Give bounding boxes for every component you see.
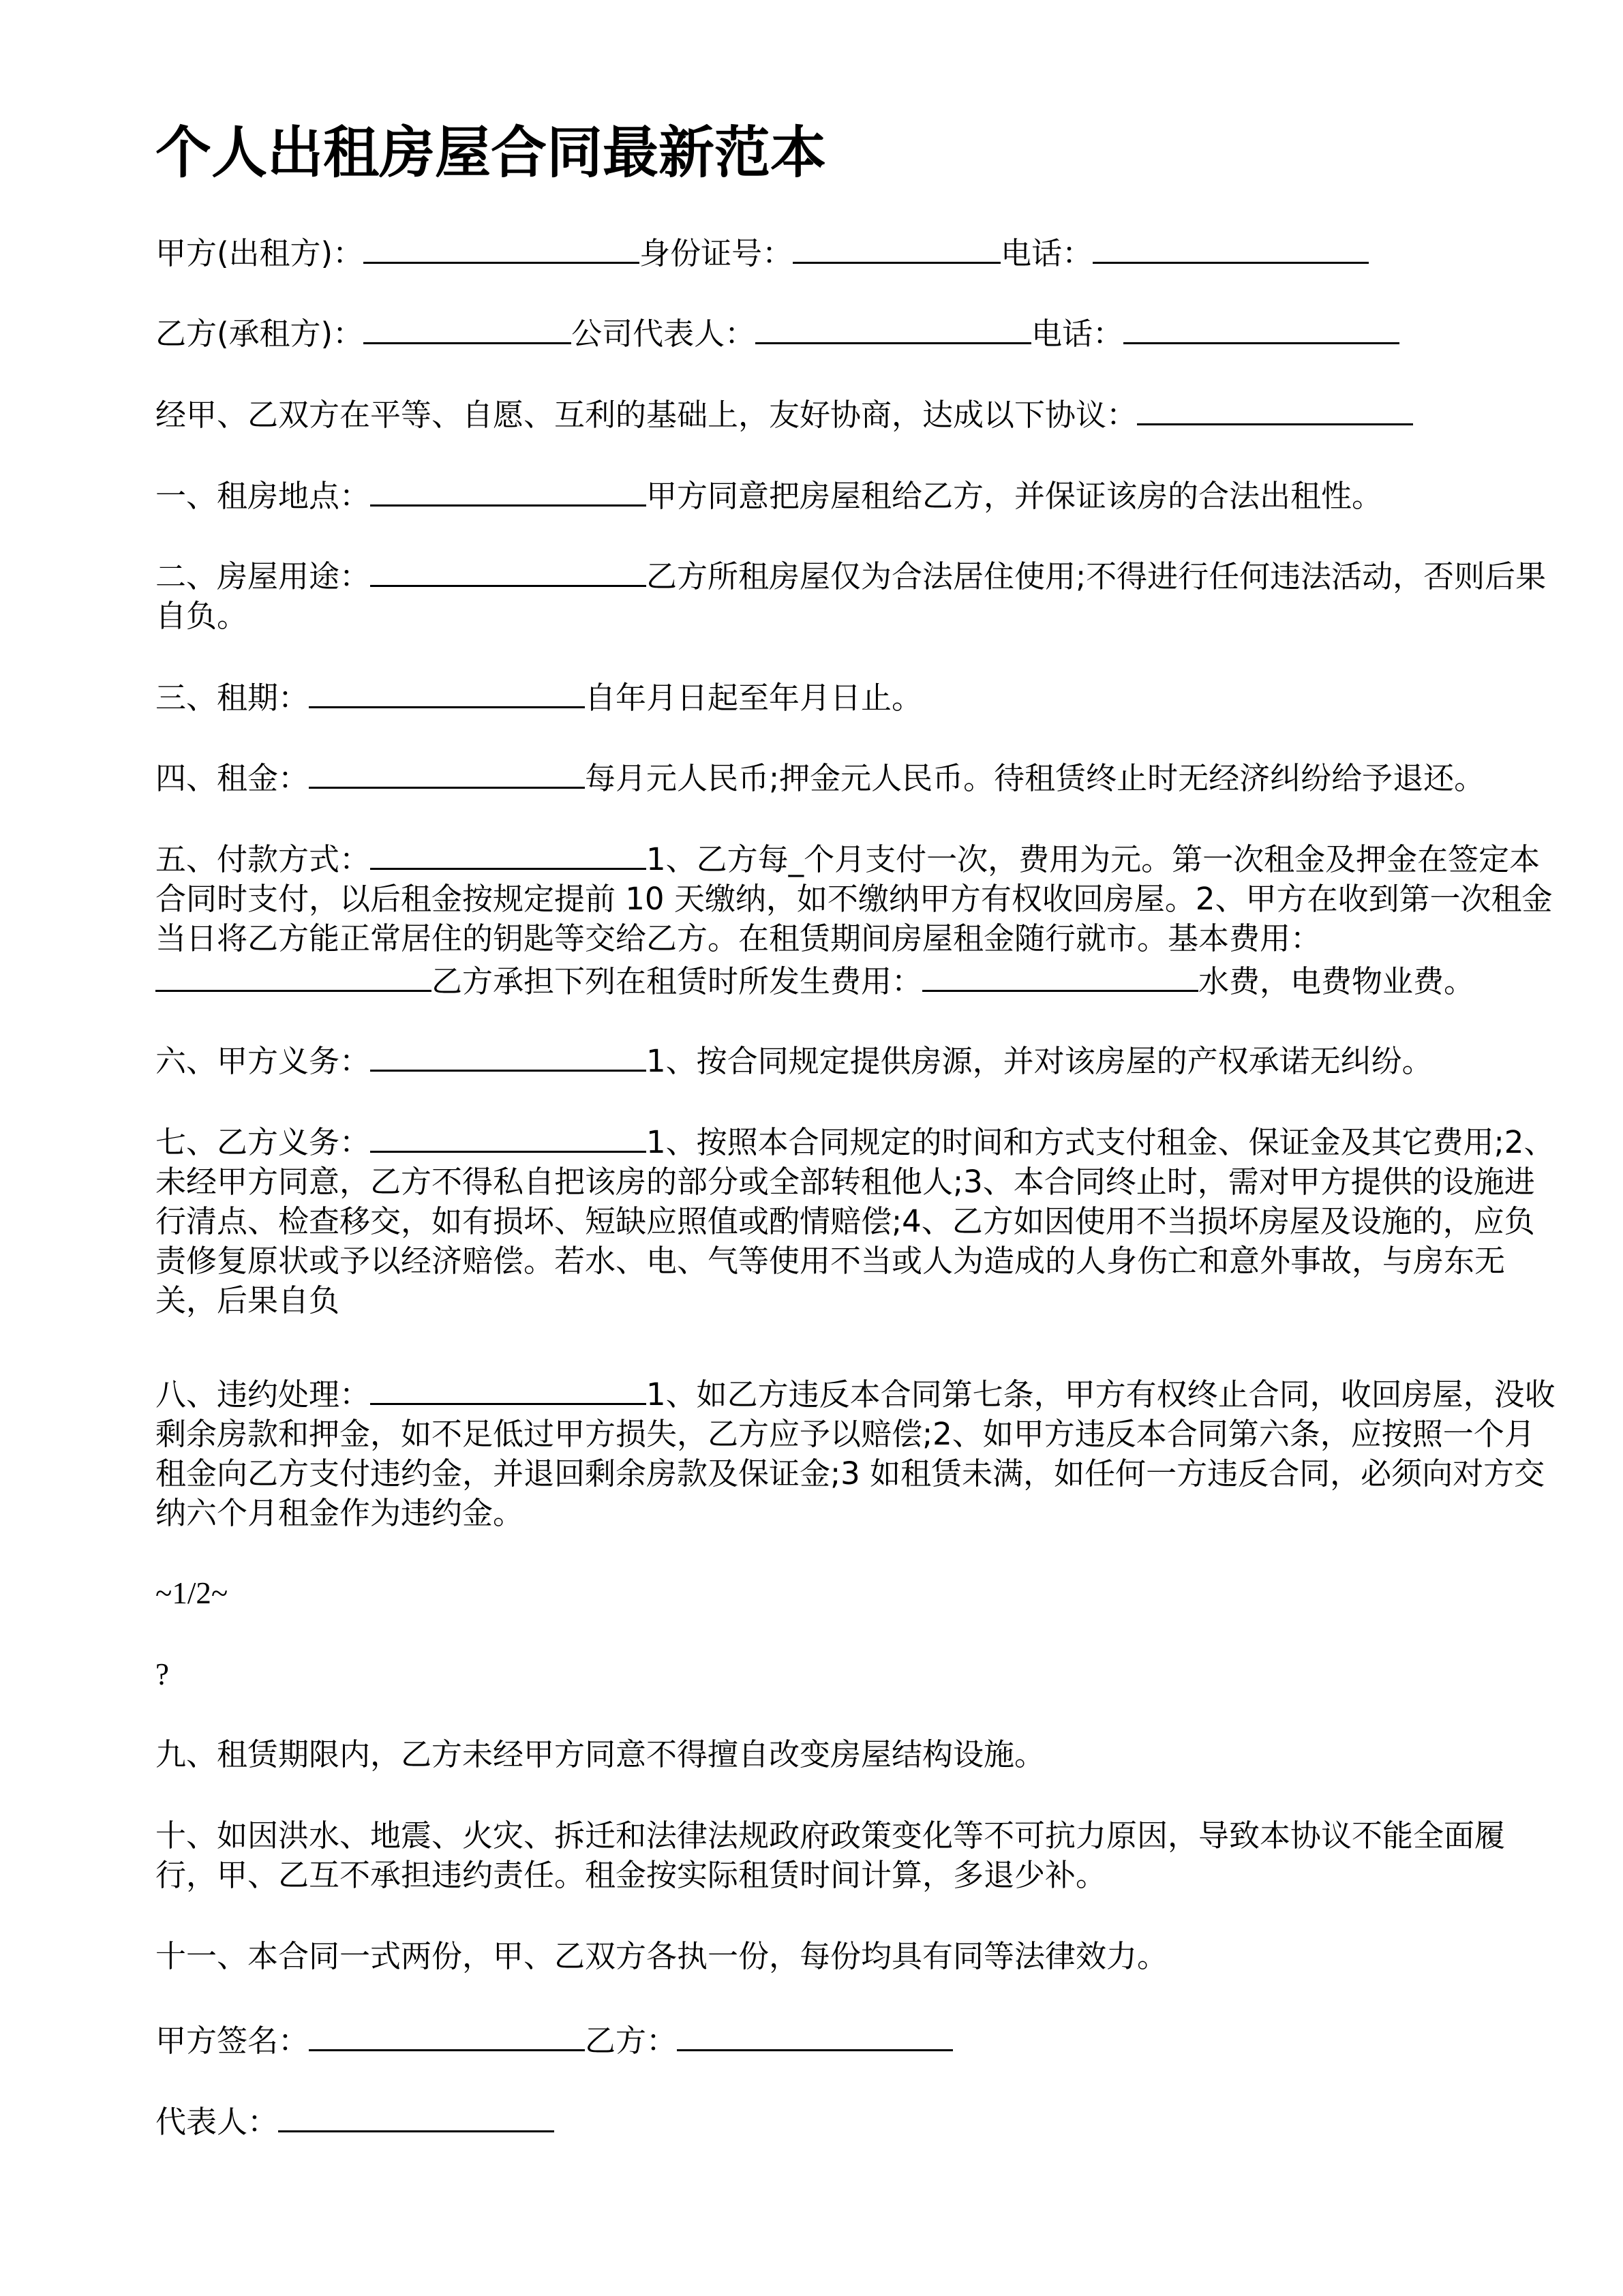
party-b-line (155, 311, 1563, 354)
party-b-phone-label: 电话： (1031, 316, 1124, 352)
party-a-label: 甲方(出租方)： (155, 235, 364, 271)
clause-3-blank (309, 675, 585, 708)
clause-2-blank (370, 554, 646, 587)
clause-1 (155, 473, 1563, 516)
intro-line (155, 392, 1563, 435)
clause-5-blank (370, 836, 646, 870)
party-a-phone-blank (1093, 230, 1369, 264)
party-b-rep-blank (755, 311, 1031, 344)
signature-line (155, 2018, 1563, 2061)
party-a-id-label: 身份证号： (639, 235, 793, 271)
party-b-rep-label: 公司代表人： (571, 316, 756, 352)
intro-text: 经甲、乙双方在平等、自愿、互利的基础上，友好协商，达成以下协议： (155, 397, 1138, 433)
clause-8-label: 八、违约处理： (155, 1376, 371, 1413)
clause-8-text: 1、如乙方违反本合同第七条，甲方有权终止合同，收回房屋，没收剩余房款和押金，如不足低过甲方损失，乙方应予以赔偿;2、如甲方违反本合同第六条，应按照一个月租金向乙方支付违约金，并退回剩余房款及保证金;3 如租赁未满，如任何一方违反合同，必须向对方交纳六个月租金作为违约金。 (155, 1376, 1556, 1531)
clause-1-label: 一、租房地点： (155, 478, 371, 514)
clause-1-text: 甲方同意把房屋租给乙方，并保证该房的合法出租性。 (646, 478, 1383, 514)
party-b-phone-blank (1123, 311, 1399, 344)
clause-3-text: 自年月日起至年月日止。 (585, 680, 923, 716)
clause-8-blank (370, 1372, 646, 1405)
clause-5-expense-blank (922, 958, 1198, 992)
clause-6-label: 六、甲方义务： (155, 1043, 371, 1079)
clause-7 (155, 1119, 1563, 1320)
clause-10: 十、如因洪水、地震、火灾、拆迁和法律法规政府政策变化等不可抗力原因，导致本协议不能全面履行，甲、乙互不承担违约责任。租金按实际租赁时间计算，多退少补。 (155, 1817, 1506, 1893)
page-marker: ~1/2~ (155, 1576, 228, 1610)
party-b-name-blank (363, 311, 571, 344)
question-mark: ? (155, 1657, 169, 1691)
clause-5-label: 五、付款方式： (155, 841, 371, 877)
clause-8 (155, 1372, 1563, 1533)
clause-6-text: 1、按合同规定提供房源，并对该房屋的产权承诺无纠纷。 (646, 1043, 1433, 1079)
clause-3-label: 三、租期： (155, 680, 309, 716)
clause-3 (155, 675, 1563, 718)
party-a-id-blank (793, 230, 1001, 264)
party-a-line (155, 230, 1563, 273)
clause-5-basic-fee-blank (155, 958, 431, 992)
clause-7-blank (370, 1119, 646, 1153)
party-b-signature-label: 乙方： (585, 2023, 678, 2059)
clause-5 (155, 836, 1563, 1001)
clause-5-text-1: 1、乙方每_个月支付一次，费用为元。第一次租金及押金在签定本合同时支付，以后租金按规定提前 10 天缴纳，如不缴纳甲方有权收回房屋。2、甲方在收到第一次租金当日将乙方能正常居住的钥匙等交给乙方。在租赁期间房屋租金随行就市。基本费用： (155, 841, 1553, 956)
party-a-name-blank (363, 230, 639, 264)
clause-2 (155, 554, 1563, 636)
party-a-signature-blank (309, 2018, 585, 2051)
clause-4-label: 四、租金： (155, 760, 309, 796)
clause-6-blank (370, 1038, 646, 1072)
party-b-signature-blank (677, 2018, 953, 2051)
clause-5-text-2: 乙方承担下列在租赁时所发生费用： (431, 963, 923, 999)
representative-label: 代表人： (155, 2104, 279, 2140)
clause-5-text-3: 水费，电费物业费。 (1198, 963, 1475, 999)
clause-2-label: 二、房屋用途： (155, 558, 371, 594)
representative-blank (278, 2099, 554, 2132)
clause-4-blank (309, 755, 585, 789)
clause-7-text: 1、按照本合同规定的时间和方式支付租金、保证金及其它费用;2、未经甲方同意，乙方不得私自把该房的部分或全部转租他人;3、本合同终止时，需对甲方提供的设施进行清点、检查移交，如有损坏、短缺应照值或酌情赔偿;4、乙方如因使用不当损坏房屋及设施的，应负责修复原状或予以经济赔偿。若水、电、气等使用不当或人为造成的人身伤亡和意外事故，与房东无关，后果自负 (155, 1124, 1555, 1318)
document-title: 个人出租房屋合同最新范本 (155, 121, 827, 185)
clause-7-label: 七、乙方义务： (155, 1124, 371, 1160)
representative-line (155, 2099, 1563, 2142)
party-a-phone-label: 电话： (1001, 235, 1093, 271)
clause-11: 十一、本合同一式两份，甲、乙双方各执一份，每份均具有同等法律效力。 (155, 1938, 1168, 1974)
clause-9: 九、租赁期限内，乙方未经甲方同意不得擅自改变房屋结构设施。 (155, 1736, 1046, 1772)
clause-4 (155, 755, 1563, 798)
clause-1-blank (370, 473, 646, 507)
clause-4-text: 每月元人民币;押金元人民币。待租赁终止时无经济纠纷给予退还。 (585, 760, 1485, 796)
clause-6 (155, 1038, 1563, 1081)
party-b-label: 乙方(承租方)： (155, 316, 364, 352)
party-a-signature-label: 甲方签名： (155, 2023, 309, 2059)
clause-2-text: 乙方所租房屋仅为合法居住使用;不得进行任何违法活动，否则后果自负。 (155, 558, 1547, 634)
intro-blank (1137, 392, 1413, 425)
